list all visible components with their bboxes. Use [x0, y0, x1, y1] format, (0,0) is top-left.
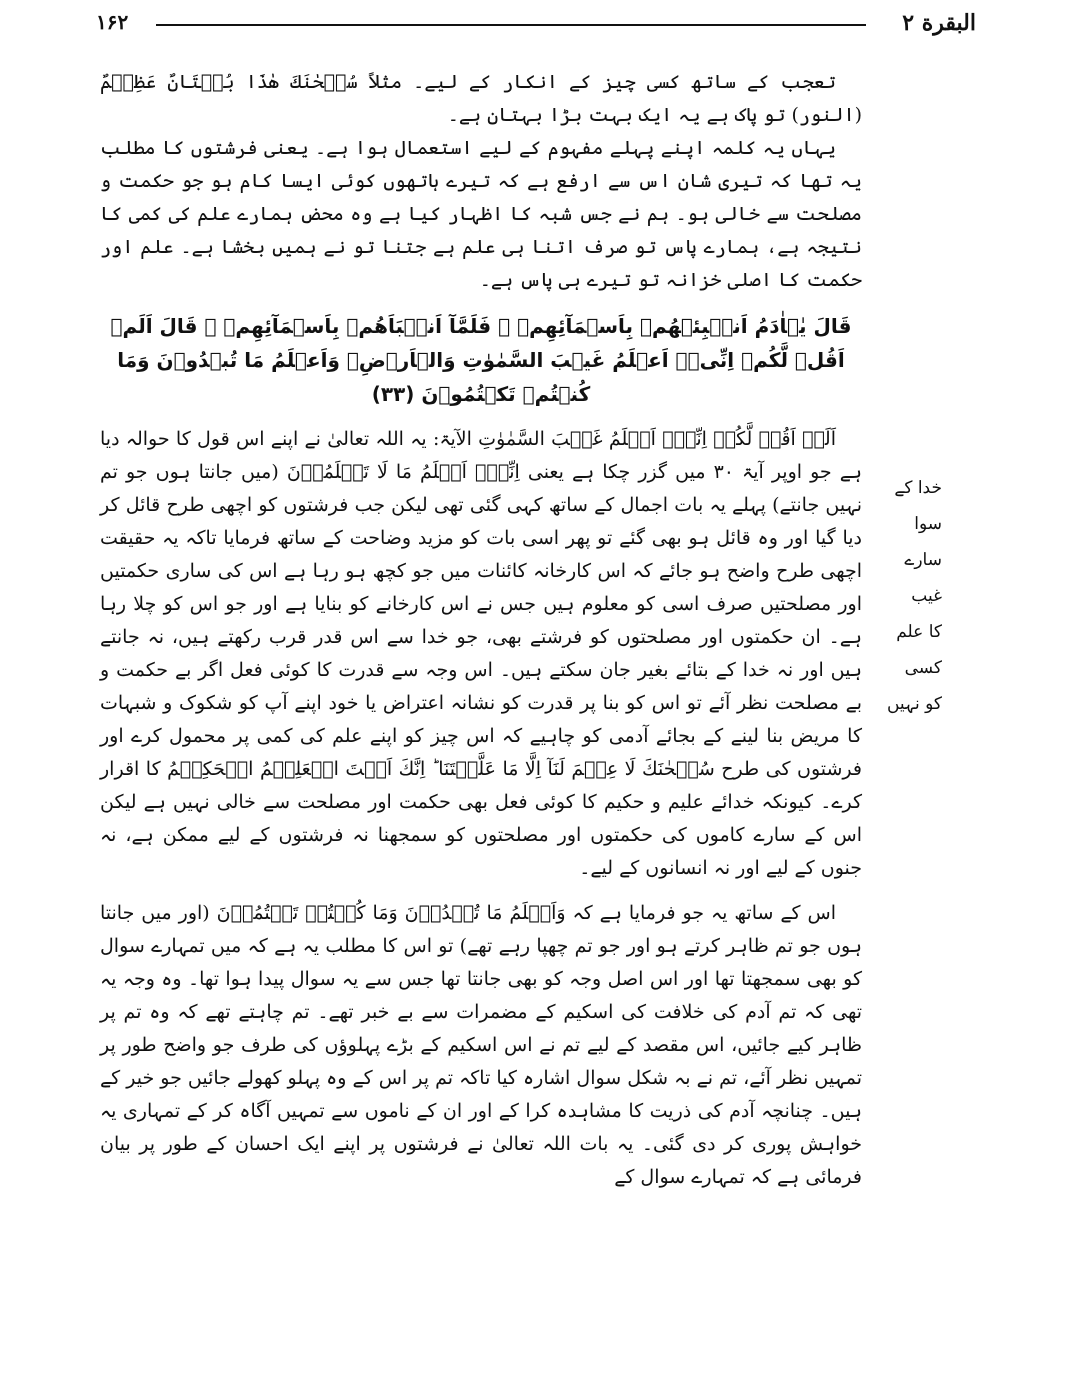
margin-note	[872, 470, 942, 722]
surah-title: البقرة ٢	[902, 10, 976, 36]
page-number: ۱۶۲	[96, 10, 129, 34]
page-header	[96, 8, 976, 42]
paragraph-3: اَلَمۡ اَقُلۡ لَّكُمۡ اِنِّىۡۤ اَعۡلَمُ غَيۡبَ السَّمٰوٰتِ الآیۃ: یہ اللہ تعالیٰ نے اپنے اس قول کا حوالہ دیا ہے جو اوپر آیۃ ۳۰ میں گزر چکا ہے یعنی اِنِّىۡۤ اَعۡلَمُ مَا لَا تَعۡلَمُوۡنَ (میں جانتا ہوں جو تم نہیں جانتے) پہلے یہ بات اجمال کے ساتھ کہی گئی تھی لیکن جب فرشتوں کو اچھی طرح قائل کر دیا گیا اور وہ قائل ہو بھی گئے تو پھر اسی بات کو مزید وضاحت کے ساتھ فرمایا تاکہ یہ حقیقت اچھی طرح واضح ہو جائے کہ اس کارخانہ کائنات میں جو کچھ ہو رہا ہے اس کی ساری حکمتیں اور مصلحتیں صرف اسی کو معلوم ہیں جس نے اس کارخانے کو بنایا ہے اور جو اس کو چلا رہا ہے۔ ان حکمتوں اور مصلحتوں کو فرشتے بھی، جو خدا سے اس قدر قرب رکھتے ہیں، نہ جانتے ہیں اور نہ خدا کے بتائے بغیر جان سکتے ہیں۔ اس وجہ سے قدرت کا کوئی فعل اگر بے حکمت و بے مصلحت نظر آئے تو اس کو بنا پر قدرت کو نشانہ اعتراض یا خود اپنے آپ کو شکوک و شبہات کا مریض بنا لینے کے بجائے آدمی کو چاہیے کہ اس چیز کو اپنے علم کی کمی پر محمول کرے اور فرشتوں کی طرح سُبۡحٰنَكَ لَا عِلۡمَ لَنَآ اِلَّا مَا عَلَّمۡتَنَا ؕ اِنَّكَ اَنۡتَ الۡعَلِيۡمُ الۡحَكِيۡمُ کا اقرار کرے۔ کیونکہ خدائے علیم و حکیم کا کوئی فعل بھی حکمت اور مصلحت سے خالی نہیں ہے لیکن اس کے سارے کاموں کی حکمتوں اور مصلحتوں کو سمجھنا نہ فرشتوں کے لیے ممکن ہے، نہ جنوں کے لیے اور نہ انسانوں کے لیے۔	[100, 428, 862, 879]
commentary-body	[100, 66, 862, 1194]
header-rule	[156, 24, 866, 26]
margin-note-line: خدا کے سوا	[894, 478, 942, 534]
margin-note-line: کا علم کسی	[896, 622, 942, 678]
margin-note-line: سارے غیب	[904, 550, 942, 606]
paragraph-2: یہاں یہ کلمہ اپنے پہلے مفہوم کے لیے استعمال ہوا ہے۔ یعنی فرشتوں کا مطلب یہ تھا کہ تیری شان اس سے ارفع ہے کہ تیرے ہاتھوں کوئی ایسا کام ہو جو حکمت و مصلحت سے خالی ہو۔ ہم نے جس شبہ کا اظہار کیا ہے وہ محض ہمارے علم کی کمی کا نتیجہ ہے، ہمارے پاس تو صرف اتنا ہی علم ہے جتنا تو نے ہمیں بخشا ہے۔ علم اور حکمت کا اصلی خزانہ تو تیرے ہی پاس ہے۔	[100, 137, 862, 291]
margin-note-line: کو نہیں	[886, 694, 942, 714]
quran-verse: قَالَ يٰۤاٰدَمُ اَنۡۢبِئۡهُمۡ بِاَسۡمَآئِهِمۡ ۚ فَلَمَّآ اَنۡۢبَاَهُمۡ بِاَسۡمَآئِهِمۡ ۙ قَالَ اَلَمۡ اَقُلۡ لَّكُمۡ اِنِّىۡۤ اَعۡلَمُ غَيۡبَ السَّمٰوٰتِ وَالۡاَرۡضِۙ وَاَعۡلَمُ مَا تُبۡدُوۡنَ وَمَا كُنۡتُمۡ تَكۡتُمُوۡنَ (۳۳)	[110, 314, 852, 406]
paragraph-4: اس کے ساتھ یہ جو فرمایا ہے کہ وَاَعۡلَمُ مَا تُبۡدُوۡنَ وَمَا كُنۡتُمۡ تَكۡتُمُوۡنَ (اور میں جانتا ہوں جو تم ظاہر کرتے ہو اور جو تم چھپا رہے تھے) تو اس کا مطلب یہ ہے کہ میں تمہارے سوال کو بھی سمجھتا تھا اور اس اصل وجہ کو بھی جانتا تھا جس سے یہ سوال پیدا ہوا تھا۔ وہ وجہ یہ تھی کہ تم آدم کی خلافت کی اسکیم کے مضمرات سے بے خبر تھے۔ تم چاہتے تھے کہ وہ تم پر ظاہر کیے جائیں، اس مقصد کے لیے تم نے اس اسکیم کے بڑے پہلوؤں کی طرف جو واضح طور پر تمہیں نظر آئے، تم نے بہ شکل سوال اشارہ کیا تاکہ تم پر اس کے وہ پہلو کھولے جائیں جو خیر کے ہیں۔ چنانچہ آدم کی ذریت کا مشاہدہ کرا کے اور ان کے ناموں سے تمہیں آگاہ کر کے تمہاری یہ خواہش پوری کر دی گئی۔ یہ بات اللہ تعالیٰ نے فرشتوں پر اپنے ایک احسان کے طور پر بیان فرمائی ہے کہ تمہارے سوال کے	[100, 902, 862, 1188]
paragraph-1: تعجب کے ساتھ کسی چیز کے انکار کے لیے۔ مثلاً سُبۡحٰنَكَ هٰذَا بُهۡتَانٌ عَظِيۡمٌ (النور) تو پاک ہے یہ ایک بہت بڑا بہتان ہے۔	[100, 71, 862, 126]
